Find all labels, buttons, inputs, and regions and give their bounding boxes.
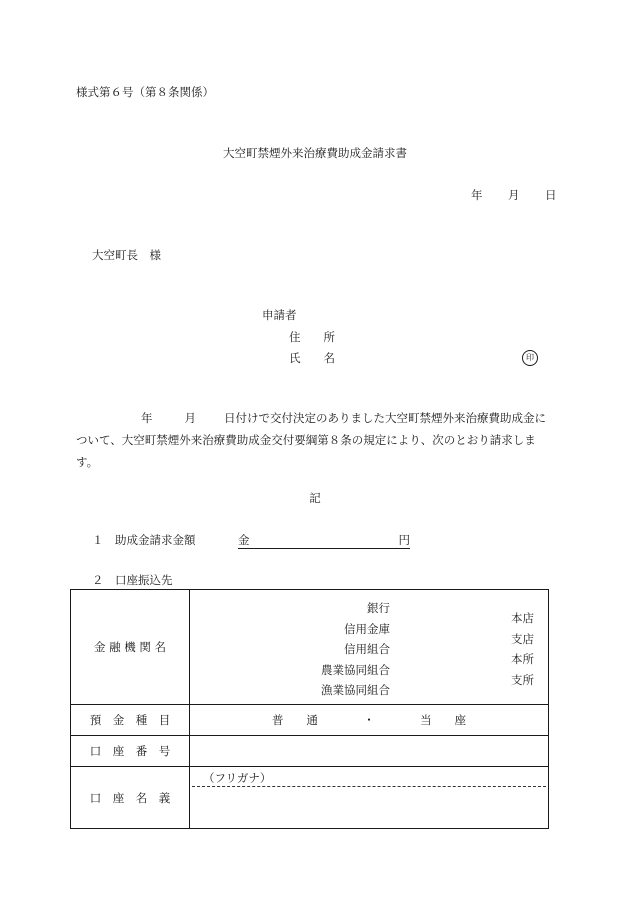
account-holder-label: 口 座 名 義 [71, 767, 190, 829]
institution-types [321, 598, 390, 701]
furigana-divider [192, 786, 546, 787]
institution-type: 漁業協同組合 [321, 683, 390, 697]
form-number: 様式第６号（第８条関係） [76, 85, 214, 99]
seal-mark: 印 [522, 350, 538, 366]
account-number-cell [190, 736, 549, 767]
date-year-label: 年 [471, 188, 483, 202]
date-day-label: 日 [545, 188, 557, 202]
amount-prefix: 金 [238, 533, 250, 547]
body-text-rest: について、大空町禁煙外来治療費助成金交付要綱第８条の規定により、次のとおり請求します。 [76, 411, 546, 469]
institution-type: 信用組合 [344, 642, 390, 656]
name-label: 氏 名 [289, 351, 335, 365]
item1-label: １ 助成金請求金額 [92, 533, 196, 547]
institution-label: 金 融 機 関 名 [71, 590, 190, 705]
body-month: 月 [184, 411, 196, 425]
branch-type: 支所 [511, 672, 534, 687]
addressee: 大空町長 様 [92, 248, 161, 262]
bank-account-table [70, 589, 549, 829]
furigana-label: （フリガナ） [203, 771, 272, 785]
address-label: 住 所 [289, 330, 335, 344]
deposit-type-ordinary: 普 通 [271, 713, 318, 727]
body-text-line1: 日付けで交付決定のありました大空町禁煙外来治療費助成金 [224, 411, 535, 425]
branch-type: 本店 [511, 611, 534, 625]
deposit-type-current: 当 座 [420, 713, 467, 727]
deposit-type-cell [190, 705, 549, 736]
institution-type: 農業協同組合 [321, 662, 390, 677]
deposit-type-separator: ・ [363, 713, 375, 727]
body-year: 年 [141, 411, 153, 425]
applicant-label: 申請者 [262, 308, 297, 322]
item2-label: ２ 口座振込先 [92, 573, 173, 587]
account-holder-cell [190, 767, 549, 829]
request-body-text [76, 407, 554, 473]
branch-type: 支店 [511, 631, 534, 646]
account-number-label: 口 座 番 号 [71, 736, 190, 767]
institution-type: 銀行 [367, 601, 390, 615]
institution-type: 信用金庫 [344, 621, 390, 636]
branch-types [511, 608, 534, 690]
date-month-label: 月 [508, 188, 520, 202]
document-title: 大空町禁煙外来治療費助成金請求書 [223, 146, 407, 160]
deposit-type-label: 預 金 種 目 [71, 705, 190, 736]
amount-field [238, 532, 410, 549]
branch-type: 本所 [511, 652, 534, 666]
ki-heading: 記 [309, 491, 321, 505]
amount-suffix: 円 [398, 533, 410, 547]
institution-cell [190, 590, 549, 705]
